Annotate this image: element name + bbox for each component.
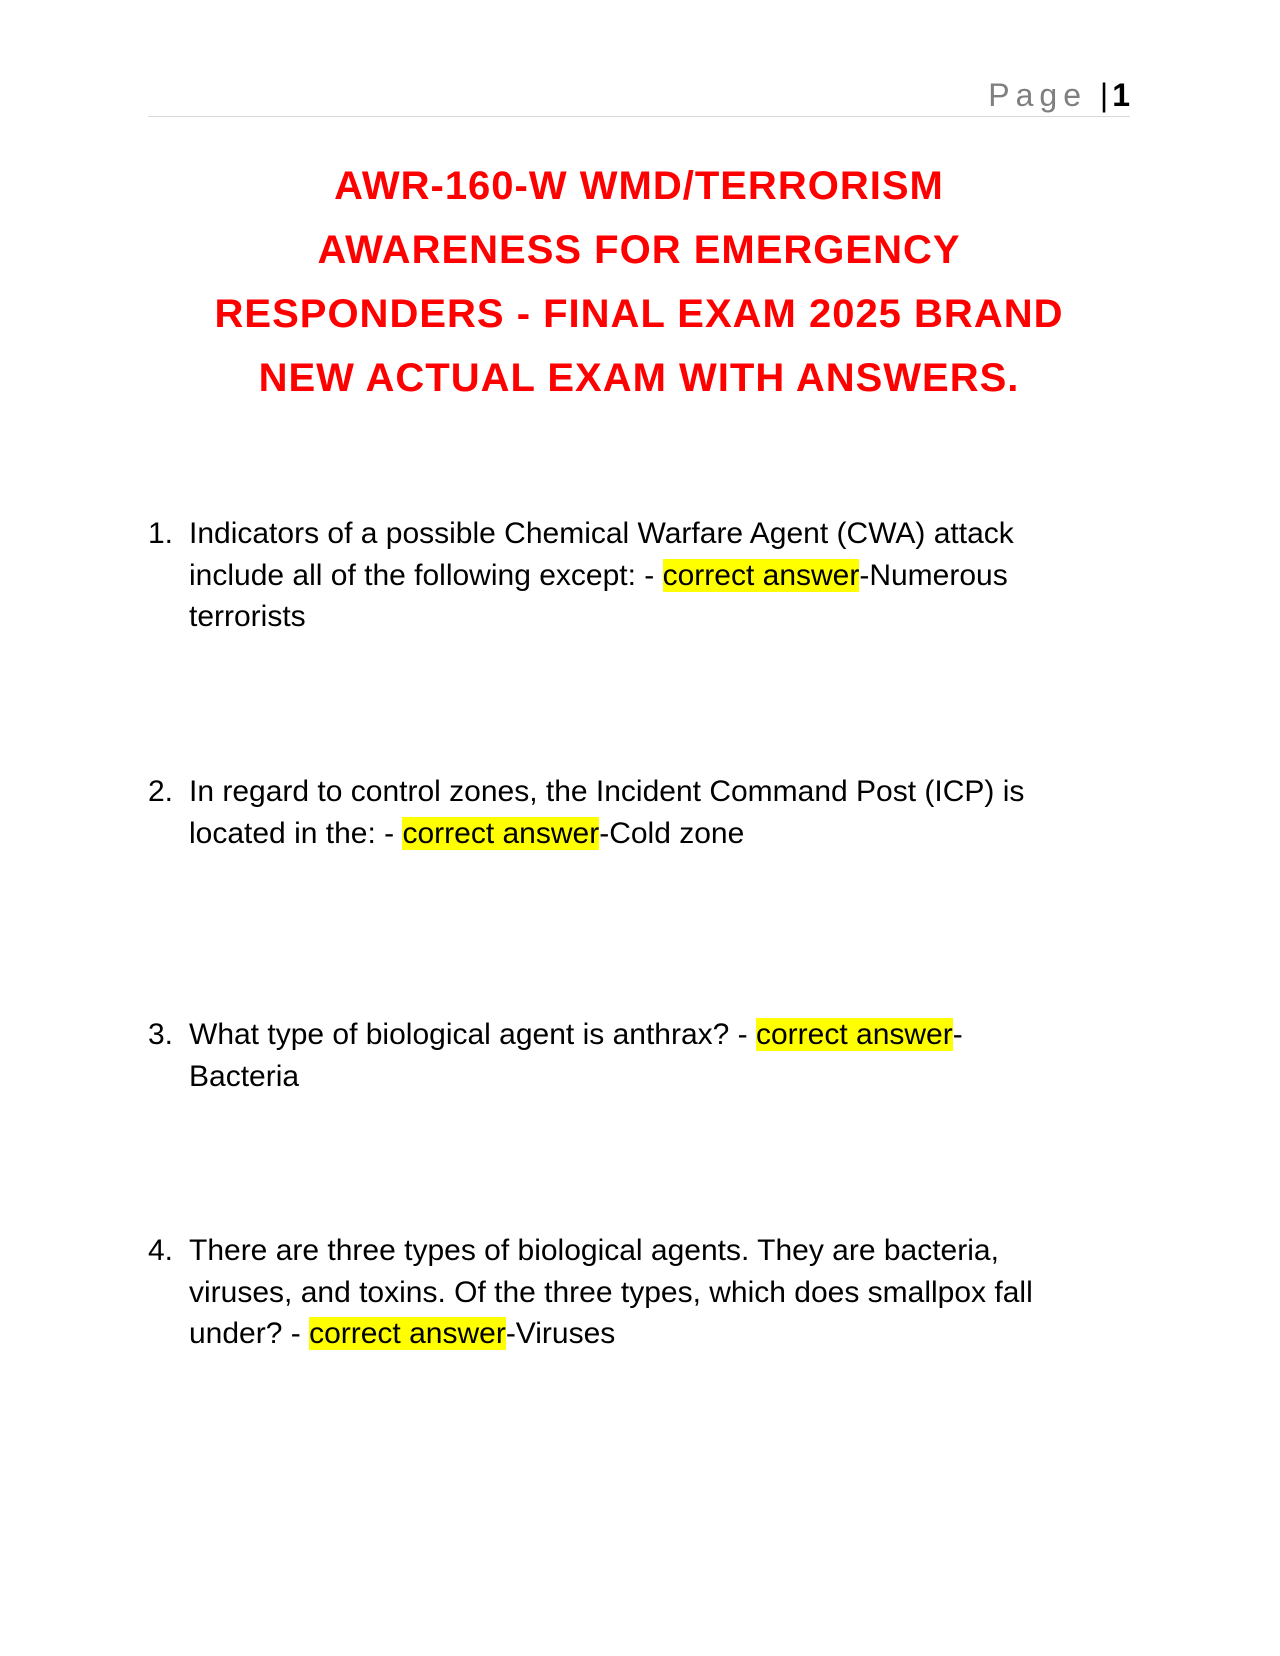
answer-text: -Numerous — [859, 558, 1008, 592]
question-item — [148, 1230, 1138, 1355]
title-line: AWARENESS FOR EMERGENCY — [317, 228, 961, 272]
question-text — [189, 513, 1138, 638]
answer-text: -Viruses — [505, 1317, 616, 1350]
page-header — [148, 72, 1130, 117]
question-line: Indicators of a possible Chemical Warfare Agent (CWA) attack — [189, 517, 1014, 550]
highlighted-answer-label: correct answer — [662, 558, 860, 592]
question-line — [189, 1014, 1138, 1056]
title-line: NEW ACTUAL EXAM WITH ANSWERS. — [258, 356, 1020, 400]
answer-text: - — [952, 1018, 963, 1051]
question-line: In regard to control zones, the Incident Command Post (ICP) is — [189, 775, 1025, 808]
question-line: viruses, and toxins. Of the three types, which does smallpox fall — [189, 1275, 1033, 1309]
answer-text: Bacteria — [189, 1059, 300, 1093]
question-text-fragment: under? - — [189, 1317, 310, 1350]
question-number: 1. — [148, 517, 174, 550]
page-number-label — [988, 76, 1130, 114]
question-number: 4. — [148, 1234, 174, 1267]
question-number: 3. — [148, 1018, 174, 1051]
question-line — [189, 813, 1138, 855]
question-item — [148, 513, 1138, 638]
question-number: 2. — [148, 775, 174, 808]
question-line — [189, 1313, 1138, 1355]
document-title — [148, 154, 1130, 410]
question-text-fragment: include all of the following except: - — [189, 558, 663, 592]
title-line: RESPONDERS - FINAL EXAM 2025 BRAND — [214, 292, 1064, 336]
question-text — [189, 1014, 1138, 1097]
question-item — [148, 1014, 1138, 1097]
title-line: AWR-160-W WMD/TERRORISM — [334, 164, 944, 208]
answer-text: terrorists — [189, 600, 306, 633]
question-line: There are three types of biological agents. They are bacteria, — [189, 1234, 999, 1267]
highlighted-answer-label: correct answer — [402, 816, 600, 850]
question-line — [189, 555, 1138, 597]
question-item — [148, 771, 1138, 854]
highlighted-answer-label: correct answer — [309, 1317, 506, 1350]
page-separator: | — [1099, 77, 1109, 113]
question-text-fragment: located in the: - — [189, 816, 403, 850]
page-label: Page — [988, 77, 1087, 113]
page-number: 1 — [1112, 77, 1130, 113]
answer-text: -Cold zone — [599, 816, 745, 850]
question-text-fragment: What type of biological agent is anthrax? - — [189, 1018, 756, 1051]
highlighted-answer-label: correct answer — [755, 1018, 953, 1051]
question-text — [189, 771, 1138, 854]
question-text — [189, 1230, 1138, 1355]
